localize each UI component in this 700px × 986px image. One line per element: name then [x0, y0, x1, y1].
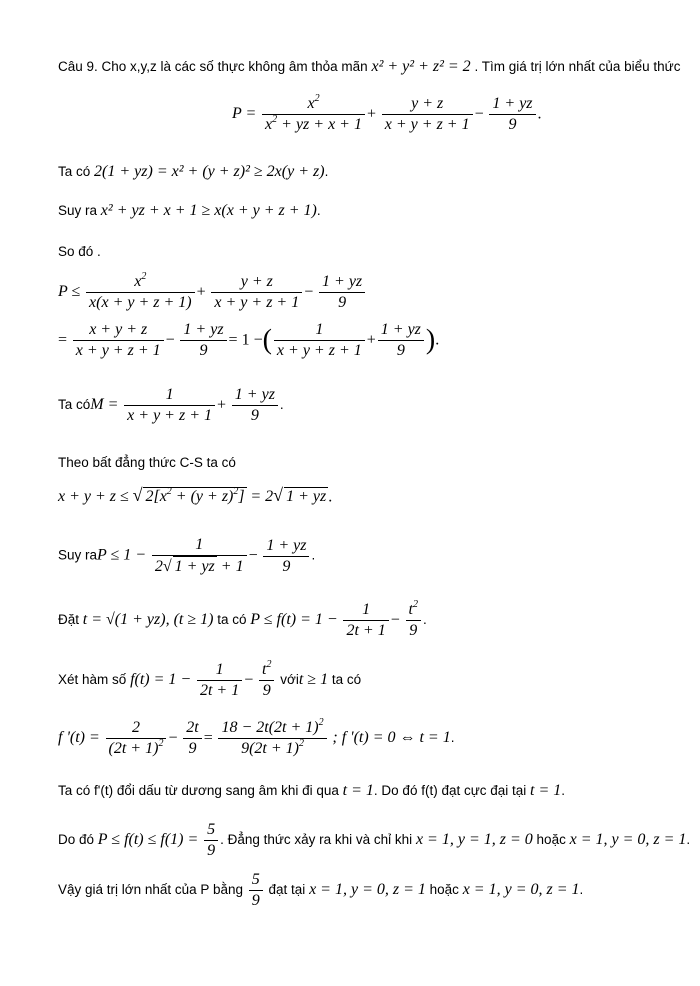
bound-line-2: = $\frac{x + y + z}{x + y + z + 1}$ − $\frac{1 + yz}{9}$ = 1 −( $\frac{1}{x + y + z + 1}$ + $\frac{1 + yz}{9}$ ).: [58, 321, 440, 359]
condition-math: x² + y² + z² = 2: [371, 58, 471, 75]
fraction: $\frac{1}{2t + 1}$: [343, 600, 388, 641]
fraction: $\frac{1}{2t + 1}$: [197, 660, 242, 701]
step-2: Suy ra x² + yz + x + 1 ≥ x(x + y + z + 1).: [58, 202, 321, 219]
fraction: $\frac{1}{x + y + z + 1}$: [124, 385, 215, 426]
fraction: $\frac{x + y + z}{x + y + z + 1}$: [73, 320, 164, 361]
fraction: $\frac{1}{2√ 1 + yz + 1}$: [152, 535, 247, 577]
sign-change: Ta có f'(t) đổi dấu từ dương sang âm khi đi qua t = 1. Do đó f(t) đạt cực đại tại t = 1.: [58, 782, 566, 799]
fraction: $\frac{1 + yz}{9}$: [319, 272, 365, 313]
fraction: $\frac{t^2}{9}$: [259, 660, 274, 701]
bound-line-1: P ≤ $\frac{x^2}{x(x + y + z + 1)}$ + $\frac{y + z}{x + y + z + 1}$ − $\frac{1 + yz}{9}$: [58, 272, 367, 313]
cs-inequality: x + y + z ≤ √ $2[x^2 + (y + z)^2] = 2√$ 1 + yz .: [58, 485, 333, 506]
step-3: So đó .: [58, 244, 101, 259]
fraction: $\frac{t^2}{9}$: [406, 600, 421, 641]
fraction: $\frac{18 - 2t(2t + 1)^2}{9(2t + 1)^2}$: [218, 718, 326, 759]
derivative: f '(t) = $\frac{2}{(2t + 1)^2}$ − $\frac{2t}{9}$ = $\frac{18 - 2t(2t + 1)^2}{9(2t + 1)^2}$ ; f '(t) = 0 ⇔ t = 1.: [58, 717, 455, 757]
fraction: $\frac{x^2}{x(x + y + z + 1)}$: [86, 272, 195, 313]
fraction: $\frac{1 + yz}{9}$: [378, 320, 424, 361]
fraction: $\frac{1 + yz}{9}$: [232, 385, 278, 426]
conclusion: Vậy giá trị lớn nhất của P bằng $\frac{5}{9}$ đạt tại x = 1, y = 0, z = 1 hoặc x = 1, y = 0, z = 1.: [58, 871, 584, 909]
do-do: Do đó P ≤ f(t) ≤ f(1) = $\frac{5}{9}$ . Đẳng thức xảy ra khi và chỉ khi x = 1, y = 1, z = 0 hoặc x = 1, y = 0, z = 1.: [58, 821, 691, 859]
fraction: $\frac{1 + yz}{9}$: [180, 320, 226, 361]
fraction: $\frac{5}{9}$: [204, 820, 218, 861]
fraction: $\frac{5}{9}$: [249, 870, 263, 911]
substitution: Đặt t = √(1 + yz), (t ≥ 1) ta có P ≤ f(t) = 1 − $\frac{1}{2t + 1}$ − $\frac{t^2}{9}$ .: [58, 599, 427, 639]
fraction: $\frac{x^2}{x^2 + yz + x + 1}$: [262, 94, 365, 135]
fraction: $\frac{y + z}{x + y + z + 1}$: [211, 272, 302, 313]
suy-ra-p: Suy raP ≤ 1 − $\frac{1}{2√ 1 + yz + 1}$ − $\frac{1 + yz}{9}$ .: [58, 536, 316, 575]
cs-text: Theo bất đẳng thức C-S ta có: [58, 455, 236, 470]
fraction: $\frac{1 + yz}{9}$: [489, 94, 535, 135]
fraction: $\frac{2}{(2t + 1)^2}$: [106, 718, 167, 759]
fraction: $\frac{1}{x + y + z + 1}$: [274, 320, 365, 361]
fraction: $\frac{1 + yz}{9}$: [263, 536, 309, 577]
function-study: Xét hàm số f(t) = 1 − $\frac{1}{2t + 1}$ − $\frac{t^2}{9}$ vớit ≥ 1 ta có: [58, 659, 362, 699]
fraction: $\frac{y + z}{x + y + z + 1}$: [382, 94, 473, 135]
p-definition: P = $\frac{x^2}{x^2 + yz + x + 1}$ + $\frac{y + z}{x + y + z + 1}$ − $\frac{1 + yz}{9}$ .: [232, 93, 542, 133]
m-definition: Ta cóM = $\frac{1}{x + y + z + 1}$ + $\frac{1 + yz}{9}$ .: [58, 386, 284, 424]
problem-statement: Câu 9. Cho x,y,z là các số thực không âm thỏa mãn x² + y² + z² = 2 . Tìm giá trị lớn nhất của biểu thức: [58, 58, 681, 75]
step-1: Ta có 2(1 + yz) = x² + (y + z)² ≥ 2x(y + z).: [58, 163, 329, 180]
fraction: $\frac{2t}{9}$: [183, 718, 201, 759]
